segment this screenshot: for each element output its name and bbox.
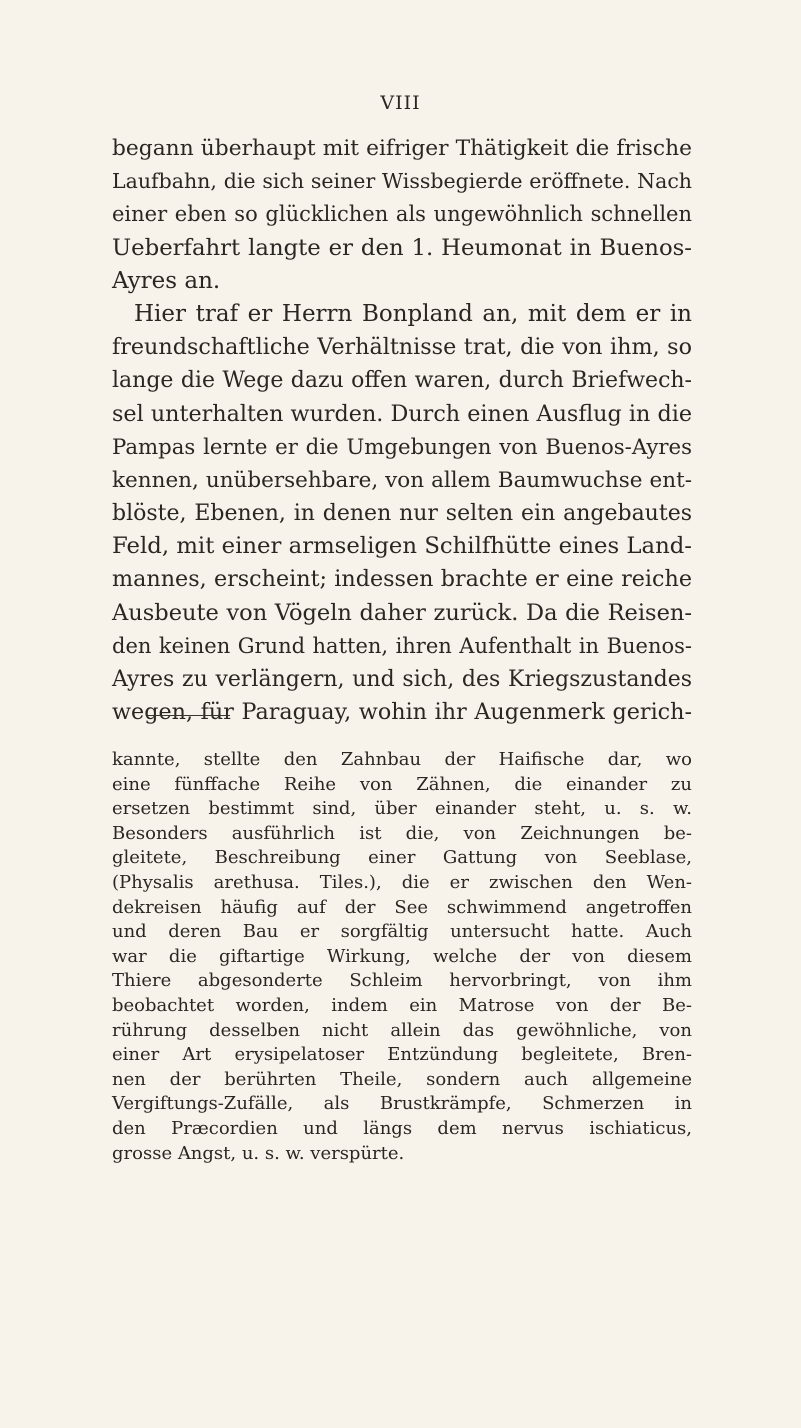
- text-line: Hier traf er Herrn Bonpland an, mit dem er in: [134, 300, 692, 327]
- text-line: freundschaftliche Verhältnisse trat, die von ihm, so: [112, 334, 692, 361]
- footnote-line: dekreisen häufig auf der See schwimmend angetroffen: [112, 896, 692, 918]
- footnote-line: gleitete, Beschreibung einer Gattung von Seeblase,: [112, 847, 692, 869]
- footnote-separator: [148, 715, 230, 716]
- footnote-line: beobachtet worden, indem ein Matrose von der Be-: [112, 994, 692, 1016]
- text-line: Ueberfahrt langte er den 1. Heumonat in Buenos-: [112, 234, 692, 261]
- text-line: sel unterhalten wurden. Durch einen Ausflug in die: [112, 400, 692, 427]
- text-line: lange die Wege dazu offen waren, durch Briefwech-: [112, 368, 692, 394]
- text-line: Ayres zu verlängern, und sich, des Kriegszustandes: [112, 667, 692, 692]
- footnote-line: Thiere abgesonderte Schleim hervorbringt, von ihm: [112, 970, 692, 992]
- footnote-line: den Præcordien und längs dem nervus ischiaticus,: [112, 1117, 692, 1139]
- text-line: Ausbeute von Vögeln daher zurück. Da die Reisen-: [112, 599, 692, 626]
- footnote-line: und deren Bau er sorgfältig untersucht hatte. Auch: [112, 921, 692, 943]
- text-line: Feld, mit einer armseligen Schilfhütte eines Land-: [112, 533, 692, 560]
- text-line: den keinen Grund hatten, ihren Aufenthalt in Buenos-: [112, 633, 692, 658]
- footnote-line: war die giftartige Wirkung, welche der von diesem: [112, 945, 692, 967]
- text-line: Ayres an.: [112, 267, 221, 294]
- text-line: blöste, Ebenen, in denen nur selten ein angebautes: [112, 501, 692, 527]
- footnote-line: ersetzen bestimmt sind, über einander steht, u. s. w.: [112, 798, 692, 820]
- text-line: einer eben so glücklichen als ungewöhnlich schnellen: [112, 202, 692, 227]
- text-line: Pampas lernte er die Umgebungen von Buenos-Ayres: [112, 434, 692, 460]
- footnote-line: rührung desselben nicht allein das gewöhnliche, von: [112, 1019, 692, 1041]
- text-line: mannes, erscheint; indessen brachte er eine reiche: [112, 566, 692, 593]
- text-line: Laufbahn, die sich seiner Wissbegierde eröffnete. Nach: [112, 169, 692, 194]
- footnote-line: (Physalis arethusa. Tiles.), die er zwischen den Wen-: [112, 871, 692, 893]
- footnote-line: nen der berührten Theile, sondern auch allgemeine: [112, 1068, 692, 1090]
- page-number: VIII: [380, 92, 421, 114]
- footnote-line: eine fünffache Reihe von Zähnen, die einander zu: [112, 773, 692, 795]
- footnote-text: [112, 748, 692, 1166]
- main-text: [112, 132, 692, 729]
- footnote-line: Vergiftungs-Zufälle, als Brustkrämpfe, Schmerzen in: [112, 1093, 692, 1115]
- footnote-line: kannte, stellte den Zahnbau der Haifische dar, wo: [112, 749, 692, 770]
- text-line: kennen, unübersehbare, von allem Baumwuchse ent-: [112, 467, 692, 493]
- text-line: wegen, für Paraguay, wohin ihr Augenmerk gerich-: [112, 699, 692, 726]
- text-line: begann überhaupt mit eifriger Thätigkeit die frische: [112, 136, 692, 161]
- footnote-line: einer Art erysipelatoser Entzündung begleitete, Bren-: [112, 1044, 692, 1066]
- footnote-line: grosse Angst, u. s. w. verspürte.: [112, 1142, 405, 1164]
- footnote-line: Besonders ausführlich ist die, von Zeichnungen be-: [112, 822, 692, 844]
